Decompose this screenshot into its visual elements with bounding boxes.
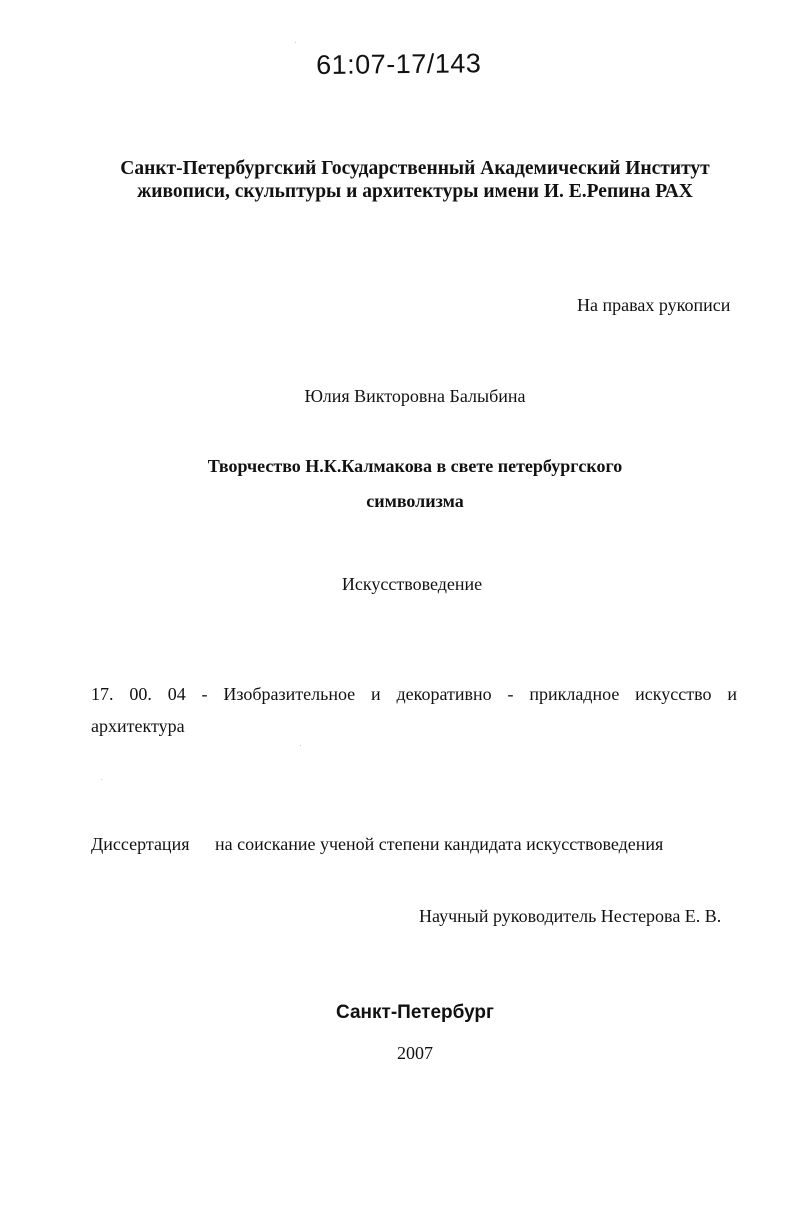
- specialty-word: декоративно: [396, 684, 492, 704]
- specialty-word: и: [727, 684, 737, 704]
- academic-field: Искусствоведение: [341, 574, 483, 594]
- dissertation-title-line-1: Творчество Н.К.Калмакова в свете петербургского: [207, 456, 623, 476]
- specialty-code-line: [91, 684, 737, 705]
- specialty-word: 00.: [129, 684, 152, 704]
- archive-stamp-number: 61:07-17/143: [316, 48, 482, 80]
- scan-speck: [300, 745, 301, 746]
- year: 2007: [397, 1043, 433, 1063]
- specialty-word: 17.: [91, 684, 114, 704]
- author-name: Юлия Викторовна Балыбина: [304, 386, 526, 406]
- dissertation-label: Диссертация: [91, 834, 190, 854]
- specialty-line-2: архитектура: [91, 716, 185, 736]
- specialty-word: Изобразительное: [223, 684, 356, 704]
- specialty-word: -: [201, 684, 208, 704]
- specialty-word: прикладное: [529, 684, 620, 704]
- specialty-word: 04: [167, 684, 186, 704]
- institution-name-line-2: живописи, скульптуры и архитектуры имени И. Е.Репина РАХ: [137, 181, 693, 202]
- institution-name-line-1: Санкт-Петербургский Государственный Академический Институт: [120, 158, 710, 179]
- dissertation-title-line-2: символизма: [366, 491, 464, 511]
- city: Санкт-Петербург: [336, 1002, 494, 1023]
- specialty-word: -: [507, 684, 514, 704]
- specialty-word: искусство: [635, 684, 712, 704]
- scientific-supervisor: Научный руководитель Нестерова Е. В.: [419, 906, 722, 926]
- scan-speck: [295, 42, 296, 43]
- specialty-word: и: [371, 684, 381, 704]
- dissertation-degree-text: на соискание ученой степени кандидата искусствоведения: [215, 834, 664, 854]
- manuscript-rights-note: На правах рукописи: [577, 295, 731, 315]
- scan-speck: [101, 779, 102, 780]
